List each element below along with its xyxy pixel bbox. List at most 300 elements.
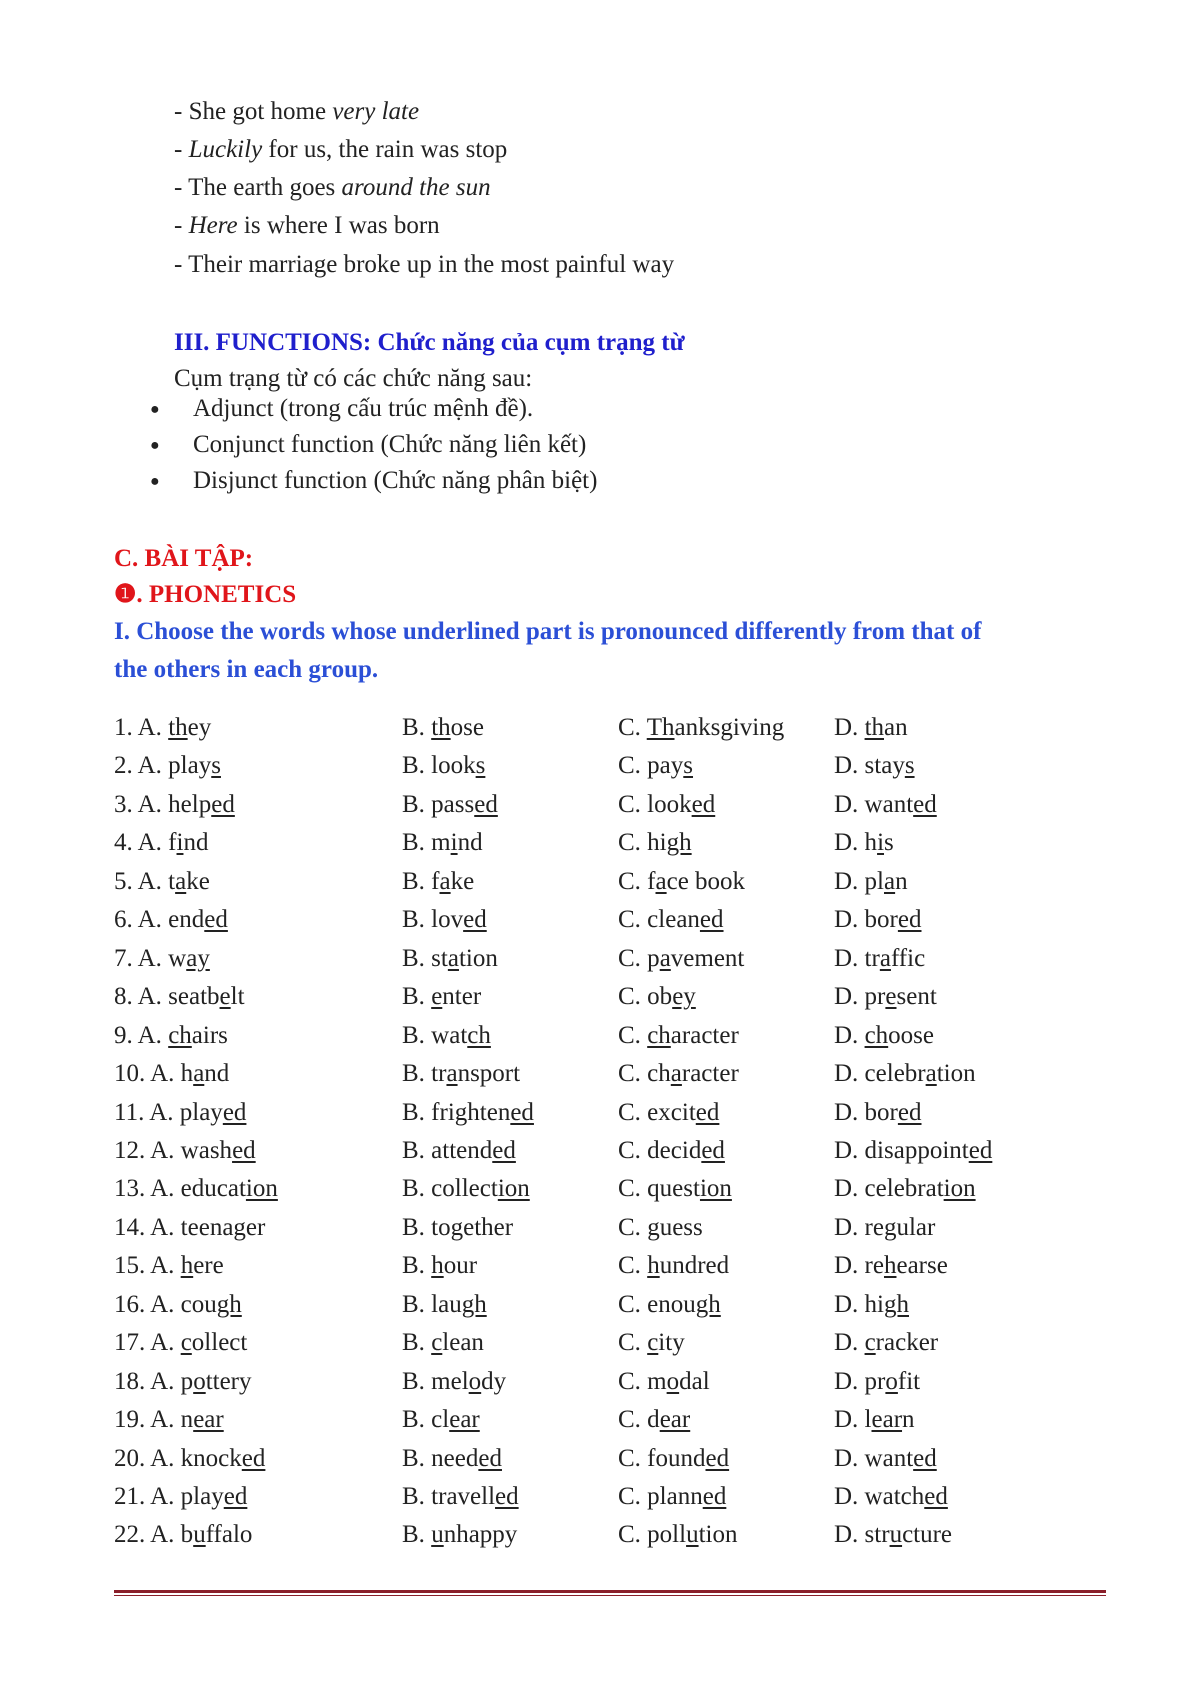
option-b [402,981,481,1013]
question-row [0,943,1191,975]
bullet-dot: ● [150,437,160,454]
question-row [0,712,1191,744]
word-part: B. travell [402,1483,496,1510]
italic-adverbial: Luckily [188,136,263,163]
option-c [618,1404,690,1436]
option-b [402,1020,491,1052]
word-part: B. wat [402,1022,468,1049]
option-d [834,1519,952,1551]
option-b [402,1519,517,1551]
option-c [618,1135,725,1167]
option-b [402,1481,519,1513]
option-a [114,866,210,898]
question-row [0,1327,1191,1359]
word-part: B. m [402,829,451,856]
underlined-part: g [233,1214,246,1241]
question-row [0,1404,1191,1436]
underlined-part: ed [897,1099,922,1126]
option-d [834,904,922,936]
word-part: D. celebr [834,1060,926,1087]
word-part: C. p [618,945,660,972]
word-part: ke [450,868,475,895]
option-a [114,789,235,821]
underlined-part: a [659,945,671,972]
underlined-part: ed [968,1137,993,1164]
option-d [834,827,894,859]
question-number: 12. [114,1137,151,1164]
word-part: C. poll [618,1521,687,1548]
word-part: A. teena [150,1214,234,1241]
italic-adverbial: very late [332,98,420,125]
question-number: 17. [114,1329,151,1356]
instruction-line-1: I. Choose the words whose underlined part is pronounced differently from that of [114,618,982,645]
word-part: A. f [137,829,177,856]
underlined-part: ear [449,1406,480,1433]
underlined-part: a [447,945,459,972]
word-part: B. lov [402,906,464,933]
word-part: A. cou [150,1291,217,1318]
underlined-part: u [889,1521,903,1548]
option-b [402,866,474,898]
underlined-part: c [647,1329,659,1356]
option-b [402,1097,534,1129]
word-part: ffalo [205,1521,253,1548]
example-sentence [174,250,674,280]
underlined-part: gh [216,1291,242,1318]
word-part: C. ch [618,1060,671,1087]
option-d [834,1443,937,1475]
question-number: 5. [114,868,138,895]
underlined-part: ear [193,1406,224,1433]
word-part: earse [896,1252,948,1279]
word-part: B. st [402,945,448,972]
option-a [114,750,221,782]
underlined-part: ed [913,791,937,818]
option-b [402,1212,513,1244]
word-part: B. cl [402,1406,450,1433]
word-part: B. frighten [402,1099,511,1126]
word-part: D. l [834,1406,872,1433]
question-number: 21. [114,1483,151,1510]
word-part: C. plann [618,1483,703,1510]
word-part: A. play [150,1483,224,1510]
option-b [402,1366,506,1398]
underlined-part: th [431,714,451,741]
option-a [114,1250,224,1282]
option-a [114,1443,265,1475]
word-part: A. wash [150,1137,233,1164]
underlined-part: ch [168,1022,192,1049]
word-part: ffic [890,945,926,972]
word-part: ere [193,1252,224,1279]
underlined-part: ion [245,1175,278,1202]
word-part: D. pr [834,983,886,1010]
underlined-part: a [655,868,667,895]
question-row [0,1250,1191,1282]
word-part: C. ob [618,983,673,1010]
question-row [0,1020,1191,1052]
question-row [0,1097,1191,1129]
question-row [0,827,1191,859]
underlined-part: g [883,1214,897,1241]
word-part: C. excit [618,1099,696,1126]
underlined-part: ear [871,1406,903,1433]
option-a [114,1366,252,1398]
underlined-part: a [175,868,187,895]
underlined-part: h [180,1252,194,1279]
option-c [618,1289,721,1321]
underlined-part: a [925,1060,937,1087]
underlined-part: th [168,714,188,741]
option-a [114,827,208,859]
option-d [834,1289,909,1321]
option-a [114,943,210,975]
word-part: cture [902,1521,953,1548]
question-row [0,1212,1191,1244]
option-b [402,1289,487,1321]
functions-heading: III. FUNCTIONS: Chức năng của cụm trạng từ [174,329,685,356]
underlined-part: s [683,752,694,779]
word-part: B. tr [402,1060,447,1087]
option-b [402,1058,520,1090]
option-b [402,789,498,821]
underlined-part: a [879,945,891,972]
option-d [834,1135,992,1167]
option-a [114,1135,256,1167]
option-a [114,1020,228,1052]
word-part: er [245,1214,266,1241]
word-part: A. n [150,1406,194,1433]
question-number: 22. [114,1521,151,1548]
question-number: 10. [114,1060,151,1087]
underlined-part: i [450,829,458,856]
word-part: ey [187,714,212,741]
underlined-part: a [884,868,896,895]
word-part: A. play [137,752,212,779]
underlined-part: a [446,1060,458,1087]
question-row [0,1173,1191,1205]
instruction-line-2: the others in each group. [114,656,379,683]
option-b [402,1327,484,1359]
option-c [618,1481,726,1513]
word-part: n [902,1406,915,1433]
word-part: tion [458,945,498,972]
word-part: C. enou [618,1291,696,1318]
option-a [114,904,228,936]
underlined-part: ed [223,1483,248,1510]
sentence-text: - The earth goes [174,174,342,201]
word-part: C. hi [618,829,667,856]
word-part: A. [150,1329,181,1356]
option-d [834,1058,976,1090]
word-part: B. collect [402,1175,498,1202]
question-row [0,1481,1191,1513]
option-d [834,943,925,975]
underlined-part: h [647,1252,660,1279]
word-part: A. seatb [137,983,220,1010]
underlined-part: e [219,983,231,1010]
word-part: dy [481,1368,507,1395]
word-part: B. mel [402,1368,469,1395]
question-row [0,1443,1191,1475]
underlined-part: ion [943,1175,976,1202]
underlined-part: s [211,752,221,779]
example-sentence [174,135,507,165]
underlined-part: a [439,868,451,895]
underlined-part: ed [495,1483,519,1510]
option-c [618,1058,739,1090]
word-part: B. [402,1329,432,1356]
word-part: D. hi [834,1291,884,1318]
option-d [834,981,937,1013]
word-part: D. tr [834,945,880,972]
word-part: ity [658,1329,685,1356]
underlined-part: gh [884,1291,909,1318]
sentence-text: - [174,212,189,239]
word-part: D. celebrat [834,1175,944,1202]
question-number: 9. [114,1022,138,1049]
word-part: C. found [618,1445,706,1472]
word-part: nsport [457,1060,521,1087]
word-part: B. look [402,752,476,779]
option-d [834,1212,935,1244]
underlined-part: g [647,1214,660,1241]
word-part: C. quest [618,1175,700,1202]
option-b [402,943,498,975]
option-c [618,1250,729,1282]
underlined-part: gh [666,829,692,856]
option-c [618,981,696,1013]
word-part: lean [442,1329,484,1356]
word-part: D. bor [834,906,898,933]
underlined-part: s [904,752,915,779]
word-part: C. f [618,868,656,895]
underlined-part: ed [699,906,724,933]
word-part: B. attend [402,1137,493,1164]
sentence-text: - [174,136,189,163]
question-number: 16. [114,1291,151,1318]
question-row [0,866,1191,898]
underlined-part: u [431,1521,444,1548]
option-a [114,1519,252,1551]
question-number: 15. [114,1252,151,1279]
option-c [618,789,715,821]
footer-rule [114,1590,1106,1593]
option-b [402,750,485,782]
word-part: nd [204,1060,230,1087]
underlined-part: ed [897,906,922,933]
question-row [0,1519,1191,1551]
underlined-part: ed [705,1445,730,1472]
option-b [402,1173,530,1205]
functions-intro: Cụm trạng từ có các chức năng sau: [174,365,533,392]
sentence-text: is where I was born [237,212,440,239]
word-part: racter [681,1060,739,1087]
question-row [0,750,1191,782]
word-part: racker [875,1329,939,1356]
word-part: nhappy [443,1521,518,1548]
underlined-part: o [468,1368,482,1395]
question-row [0,904,1191,936]
option-a [114,1289,242,1321]
underlined-part: ion [699,1175,732,1202]
option-c [618,1443,729,1475]
question-number: 7. [114,945,138,972]
word-part: ular [896,1214,936,1241]
option-d [834,866,908,898]
word-part: A. p [150,1368,194,1395]
word-part: dal [679,1368,710,1395]
word-part: ke [186,868,210,895]
underlined-part: ed [204,906,228,933]
word-part: D. watch [834,1483,925,1510]
option-c [618,1519,737,1551]
word-part: A. [137,714,169,741]
question-number: 8. [114,983,138,1010]
option-a [114,1097,246,1129]
section-c-heading: C. BÀI TẬP: [114,545,254,572]
word-part: ce book [666,868,746,895]
option-d [834,1366,920,1398]
word-part: anksgiving [674,714,785,741]
word-part: sent [896,983,937,1010]
word-part: D. [834,1329,865,1356]
word-part: ose [450,714,484,741]
function-item: Disjunct function (Chức năng phân biệt) [193,467,598,494]
word-part: B. need [402,1445,479,1472]
word-part: undred [659,1252,730,1279]
underlined-part: gh [461,1291,487,1318]
underlined-part: a [670,1060,682,1087]
option-b [402,712,484,744]
underlined-part: h [431,1252,444,1279]
word-part: A. w [137,945,187,972]
underlined-part: s [475,752,486,779]
underlined-part: o [666,1368,680,1395]
underlined-part: ed [924,1483,948,1510]
word-part: fit [897,1368,921,1395]
underlined-part: o [885,1368,898,1395]
underlined-part: ed [222,1099,247,1126]
word-part: ether [463,1214,514,1241]
word-part: ttery [205,1368,252,1395]
underlined-part: ed [478,1445,502,1472]
underlined-part: h [883,1252,897,1279]
sentence-text: - Their marriage broke up in the most painful way [174,251,675,278]
option-b [402,1404,480,1436]
underlined-part: ch [467,1022,491,1049]
underlined-part: ear [659,1406,691,1433]
word-part: D. [834,714,865,741]
option-c [618,1097,719,1129]
word-part: C. look [618,791,692,818]
underlined-part: ed [701,1137,725,1164]
word-part: B. lau [402,1291,462,1318]
word-part: lt [230,983,245,1010]
word-part: C. [618,714,647,741]
question-number: 13. [114,1175,151,1202]
option-b [402,1135,516,1167]
underlined-part: ed [695,1099,720,1126]
word-part: tion [936,1060,976,1087]
word-part: D. re [834,1214,884,1241]
word-part: D. bor [834,1099,898,1126]
underlined-part: o [193,1368,206,1395]
word-part: A. educat [150,1175,246,1202]
option-c [618,943,744,975]
underlined-part: ed [232,1137,256,1164]
word-part: D. disappoint [834,1137,969,1164]
option-a [114,1404,224,1436]
footer-rule-thin [114,1595,1106,1596]
underlined-part: i [877,829,885,856]
word-part: C. decid [618,1137,702,1164]
italic-adverbial: around the sun [341,174,491,201]
word-part: A. b [150,1521,194,1548]
sentence-text: - She got home [174,98,333,125]
word-part: s [884,829,894,856]
function-item: Conjunct function (Chức năng liên kết) [193,431,587,458]
underlined-part: ey [672,983,696,1010]
option-d [834,1327,938,1359]
word-part: D. re [834,1252,884,1279]
underlined-part: ed [691,791,716,818]
underlined-part: ed [211,791,235,818]
underlined-part: c [180,1329,192,1356]
underlined-part: a [193,1060,205,1087]
word-part: A. t [137,868,176,895]
option-d [834,1404,915,1436]
word-part: C. [618,1022,648,1049]
word-part: B. pass [402,791,475,818]
option-b [402,1250,477,1282]
option-c [618,1020,739,1052]
word-part: nd [183,829,209,856]
question-number: 1. [114,714,138,741]
underlined-part: gh [695,1291,721,1318]
word-part: airs [191,1022,228,1049]
option-a [114,1212,265,1244]
question-row [0,981,1191,1013]
underlined-part: ed [463,906,487,933]
question-number: 4. [114,829,138,856]
word-part: D. [834,1022,865,1049]
word-part: D. h [834,829,878,856]
underlined-part: th [864,714,885,741]
question-row [0,1366,1191,1398]
underlined-part: u [686,1521,699,1548]
word-part: D. str [834,1521,890,1548]
option-b [402,827,483,859]
word-part: oose [888,1022,934,1049]
underlined-part: c [431,1329,443,1356]
underlined-part: ed [702,1483,727,1510]
question-row [0,789,1191,821]
option-a [114,981,245,1013]
word-part: A. [137,1022,169,1049]
phonetics-heading: ❶. PHONETICS [114,581,297,608]
option-c [618,1212,703,1244]
word-part: C. [618,1214,648,1241]
option-a [114,1327,247,1359]
option-d [834,789,937,821]
underlined-part: ch [864,1022,889,1049]
question-number: 3. [114,791,138,818]
question-number: 19. [114,1406,151,1433]
word-part: nd [457,829,483,856]
option-c [618,750,693,782]
underlined-part: ed [913,1445,937,1472]
